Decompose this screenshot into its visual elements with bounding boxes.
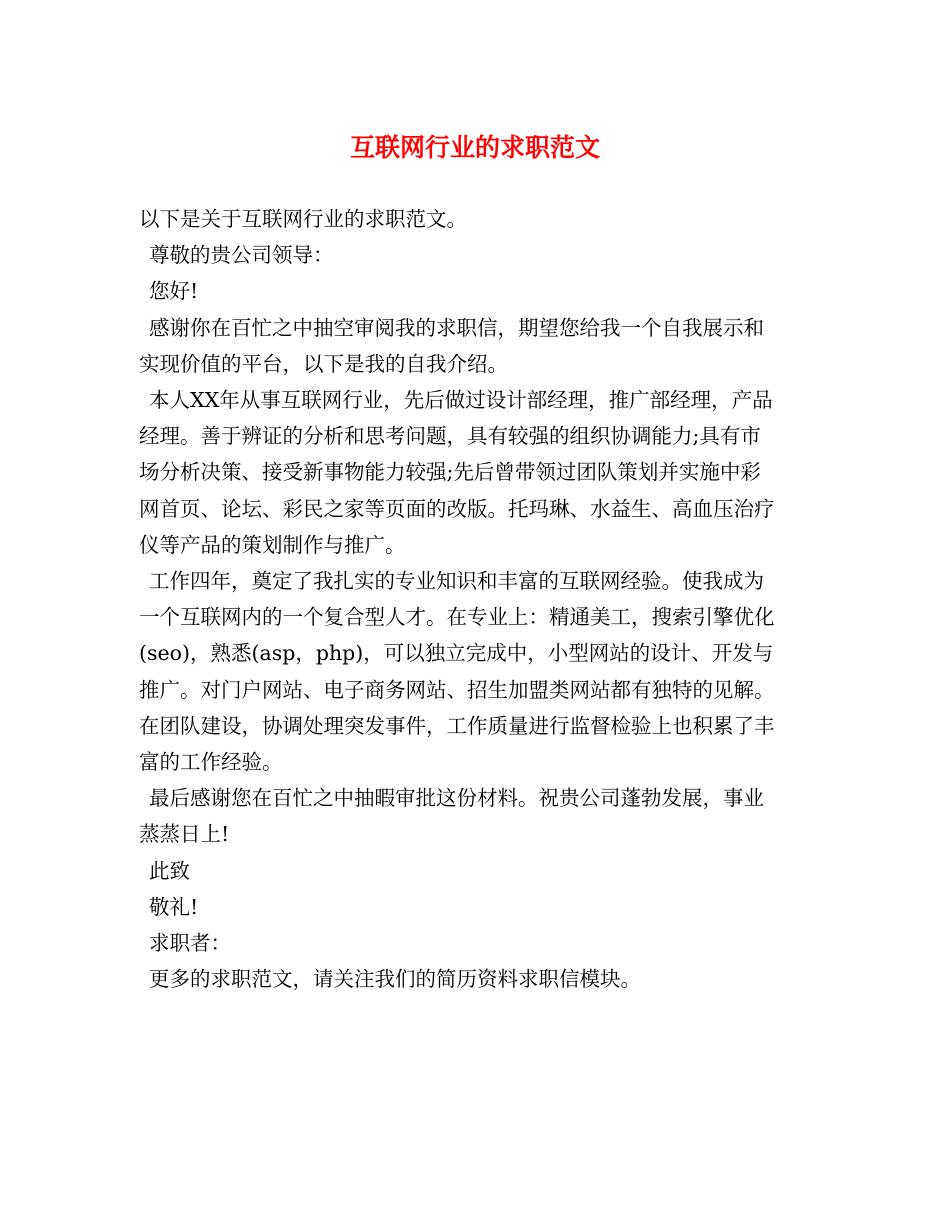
text-line: 以下是关于互联网行业的求职范文。	[139, 207, 467, 231]
text-line: (seo)，熟悉(asp，php)，可以独立完成中，小型网站的设计、开发与	[139, 641, 774, 666]
text-line: 感谢你在百忙之中抽空审阅我的求职信，期望您给我一个自我展示和	[149, 315, 764, 340]
text-line: 场分析决策、接受新事物能力较强;先后曾带领过团队策划并实施中彩	[139, 460, 761, 485]
text-line: 网首页、论坛、彩民之家等页面的改版。托玛琳、水益生、高血压治疗	[139, 496, 775, 521]
text-line: 在团队建设，协调处理突发事件，工作质量进行监督检验上也积累了丰	[139, 713, 775, 738]
text-line: 此致	[149, 858, 190, 883]
text-line: 更多的求职范文，请关注我们的简历资料求职信模块。	[149, 967, 641, 992]
document-title: 互联网行业的求职范文	[349, 133, 600, 162]
text-line: 仪等产品的策划制作与推广。	[139, 532, 406, 557]
text-line: 本人XX年从事互联网行业，先后做过设计部经理，推广部经理，产品	[149, 388, 773, 413]
text-line: 一个互联网内的一个复合型人才。在专业上：精通美工，搜索引擎优化	[139, 605, 775, 630]
text-line: 最后感谢您在百忙之中抽暇审批这份材料。祝贵公司蓬勃发展，事业	[149, 786, 764, 811]
text-line: 求职者：	[149, 931, 231, 956]
text-line: 经理。善于辨证的分析和思考问题，具有较强的组织协调能力;具有市	[139, 424, 761, 449]
text-line: 蒸蒸日上!	[139, 822, 230, 847]
text-line: 富的工作经验。	[139, 750, 283, 775]
text-line: 工作四年，奠定了我扎实的专业知识和丰富的互联网经验。使我成为	[149, 569, 764, 594]
text-line: 您好!	[149, 279, 199, 304]
text-line: 实现价值的平台，以下是我的自我介绍。	[139, 351, 508, 376]
text-line: 尊敬的贵公司领导：	[149, 243, 334, 268]
text-line: 推广。对门户网站、电子商务网站、招生加盟类网站都有独特的见解。	[139, 677, 775, 702]
document-body	[139, 201, 815, 997]
text-line: 敬礼!	[149, 894, 199, 919]
